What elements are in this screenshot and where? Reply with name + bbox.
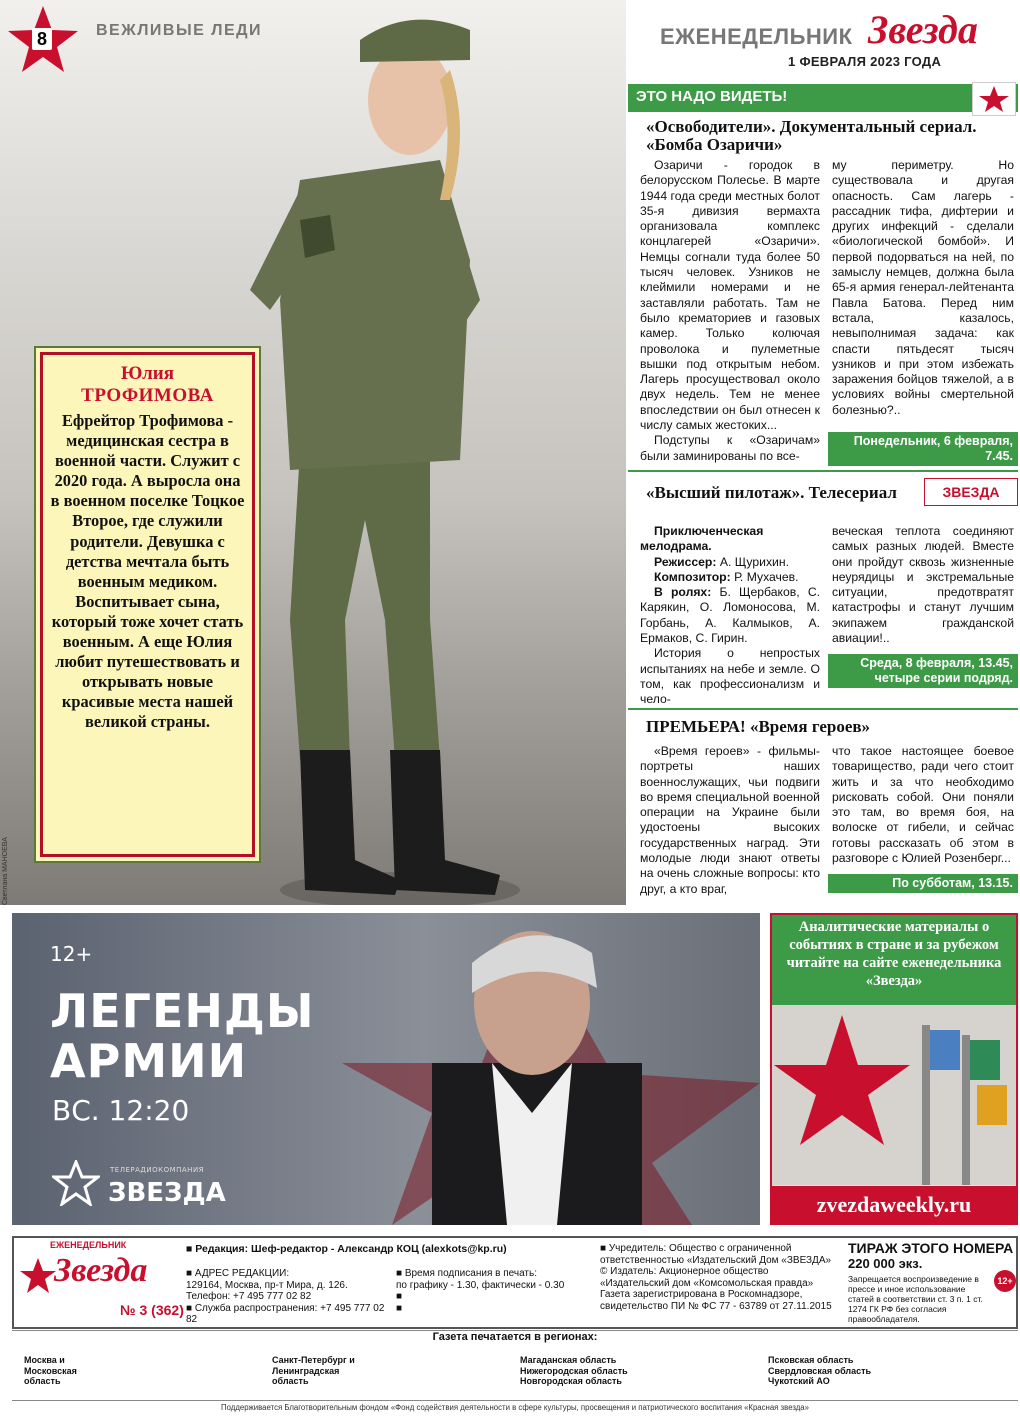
- imprint-address: ■ АДРЕС РЕДАКЦИИ: 129164, Москва, пр-т Мира, д. 126. Телефон: +7 495 777 02 82 ■ Служба распространения: +7 495 777 02 82: [186, 1268, 385, 1325]
- legal-note: Запрещается воспроизведение в прессе и иное использование статей в соответствии ст. 3 п. 1 ст. 1274 ГК РФ без согласия правообладателя.: [848, 1274, 983, 1324]
- ad-broadcast-time: ВС. 12:20: [52, 1094, 190, 1127]
- regions-column: Псковская область Свердловская область Чукотский АО: [768, 1355, 872, 1386]
- regions-column: Магаданская область Нижегородская область Новгородская область: [520, 1355, 628, 1386]
- age-rating: 12+: [50, 942, 93, 966]
- article-body-column: Озаричи - городок в белорусском Полесье. В марте 1944 года среди местных болот 35-я дивизия вермахта организовала комплекс концлагерей «Озаричи». Немцы согнали туда более 50 тысяч человек. Узников не клеймили номерами и не заставляли работать. Там не было крематориев и газовых камер. Только колючая проволока и пулеметные вышки под открытым небом. Лагерь просуществовал около двух недель. Тем не менее впоследствии он был отнесен к числу самых жестоких... Подступы к «Озаричам» были заминированы по все-: [640, 158, 820, 463]
- age-badge: 12+: [994, 1270, 1016, 1292]
- issue-date: 1 ФЕВРАЛЯ 2023 ГОДА: [788, 54, 942, 69]
- ad-tv-label: ТЕЛЕРАДИОКОМПАНИЯ: [110, 1166, 205, 1174]
- article-body-column: «Время героев» - фильмы-портреты наших военнослужащих, чьи подвиги во время специальной военной операции на Украине были удостоены высоких государственных наград. Эти молодые люди знают ответы на очень сложные вопросы: кто друг, а кто враг,: [640, 744, 820, 896]
- regions-column: Москва и Московская область: [24, 1355, 77, 1386]
- zvezda-channel-logo: [972, 82, 1016, 116]
- bio-first-name: Юлия: [120, 363, 175, 384]
- imprint-signing: ■ Время подписания в печать: по графику - 1.30, фактически - 0.30 ■ ■: [396, 1268, 565, 1314]
- zvezda-channel-logo: ЗВЕЗДА: [924, 478, 1018, 506]
- website-link[interactable]: zvezdaweekly.ru: [772, 1186, 1016, 1223]
- ad-title: ЛЕГЕНДЫ АРМИИ: [50, 984, 315, 1088]
- imprint-logo: Звезда: [54, 1252, 148, 1289]
- bio-last-name: ТРОФИМОВА: [81, 385, 214, 406]
- imprint-founder: ■ Учредитель: Общество с ограниченной ответственностью «Издательский Дом «ЗВЕЗДА» © Издатель: Акционерное общество «Издательский дом «Комсомольская правда» Газета зарегистрирована в Роскомнадзоре, свидетельство ПИ № ФС 77 - 63789 от 27.11.2015: [600, 1243, 832, 1312]
- regions-title: Газета печатается в регионах:: [432, 1331, 598, 1343]
- must-see-label: ЭТО НАДО ВИДЕТЬ!: [636, 88, 788, 105]
- circulation-value: 220 000 экз.: [848, 1256, 923, 1271]
- article-title: «Освободители». Документальный сериал. «Бомба Озаричи»: [646, 117, 977, 154]
- article-body-column: веческая теплота соединяют самых разных людей. Вместе они пройдут сквозь жизненные неурядицы и экстремальные ситуации, предотвратят катастрофы и станут лучшим экипажем гражданской авиации!..: [832, 524, 1014, 646]
- broadcast-time: Понедельник, 6 февраля, 7.45.: [828, 432, 1018, 466]
- bio-box: [40, 352, 255, 857]
- star-icon: [973, 83, 1015, 115]
- photo-credit: Светлана МАНОЕВА: [2, 837, 9, 905]
- section-title: ВЕЖЛИВЫЕ ЛЕДИ: [96, 22, 263, 39]
- weekly-label: ЕЖЕНЕДЕЛЬНИК: [660, 24, 853, 49]
- brand-logo: Звезда: [868, 7, 978, 52]
- bio-text: Ефрейтор Трофимова - медицинская сестра в военной части. Служит с 2020 года. А выросла она в военном поселке Тоцкое Второе, где служили родители. Девушка с детства мечтала быть военным медиком. Воспитывает сына, который тоже хочет стать военным. А еще Юлия любит путешествовать и открывать новые красивые места нашей великой страны.: [50, 411, 245, 732]
- circulation-label: ТИРАЖ ЭТОГО НОМЕРА: [848, 1240, 1014, 1256]
- article-body-column: Приключенческая мелодрама. Режиссер: А. Щурихин. Композитор: Р. Мухачев. В ролях: Б. Щербаков, С. Карякин, О. Ломоносова, М. Горбань, А. Калмыков, А. Ермаков, С. Гирин. История о непростых испытаниях на небе и земле. О том, как профессионализм и чело-: [640, 524, 821, 707]
- page-number: 8: [32, 28, 52, 50]
- article-body-column: что такое настоящее боевое товарищество, ради чего стоит жить и за что необходимо рисковать собой. Они поняли это там, во время боя, на волоске от гибели, и сейчас готовы рассказать об этом в разговоре с Юлией Розенберг...: [832, 744, 1014, 866]
- article-body-column: му периметру. Но существовала и другая опасность. Сам лагерь - рассадник тифа, дифтерии и других инфекций - сделали «биологической бомбой». И первой подорваться на ней, по замыслу немцев, должна была 65-я армия генерал-лейтенанта Павла Батова. Перед ним встала, казалось, невыполнимая задача: как спасти пятьдесят тысяч узников и при этом избежать заражения бойцов тяжелой, а в условиях войны смертельной болезнью?..: [832, 158, 1014, 417]
- divider: [628, 708, 1018, 710]
- imprint-editor: ■ Редакция: Шеф-редактор - Александр КОЦ (alexkots@kp.ru): [186, 1243, 507, 1255]
- issue-number: № 3 (362): [120, 1302, 184, 1318]
- zvezda-star-icon: [52, 1160, 100, 1206]
- article-title: ПРЕМЬЕРА! «Время героев»: [646, 717, 871, 736]
- regions-column: Санкт-Петербург и Ленинградская область: [272, 1355, 355, 1386]
- promo-text: Аналитические материалы о событиях в стране и за рубежом читайте на сайте еженедельника «Звезда»: [772, 915, 1016, 1005]
- broadcast-time: По субботам, 13.15.: [828, 874, 1018, 893]
- divider: [628, 470, 1018, 472]
- imprint-star-icon: [18, 1256, 58, 1296]
- ad-channel-name: ЗВЕЗДА: [108, 1178, 226, 1208]
- footer-note: Поддерживается Благотворительным фондом «Фонд содействия деятельности в сфере культуры, просвещения и патриотического воспитания «Красная звезда»: [12, 1400, 1018, 1412]
- article-title: «Высший пилотаж». Телесериал: [646, 483, 897, 502]
- broadcast-time: Среда, 8 февраля, 13.45, четыре серии подряд.: [828, 654, 1018, 688]
- imprint-logo-tag: ЕЖЕНЕДЕЛЬНИК: [50, 1240, 127, 1250]
